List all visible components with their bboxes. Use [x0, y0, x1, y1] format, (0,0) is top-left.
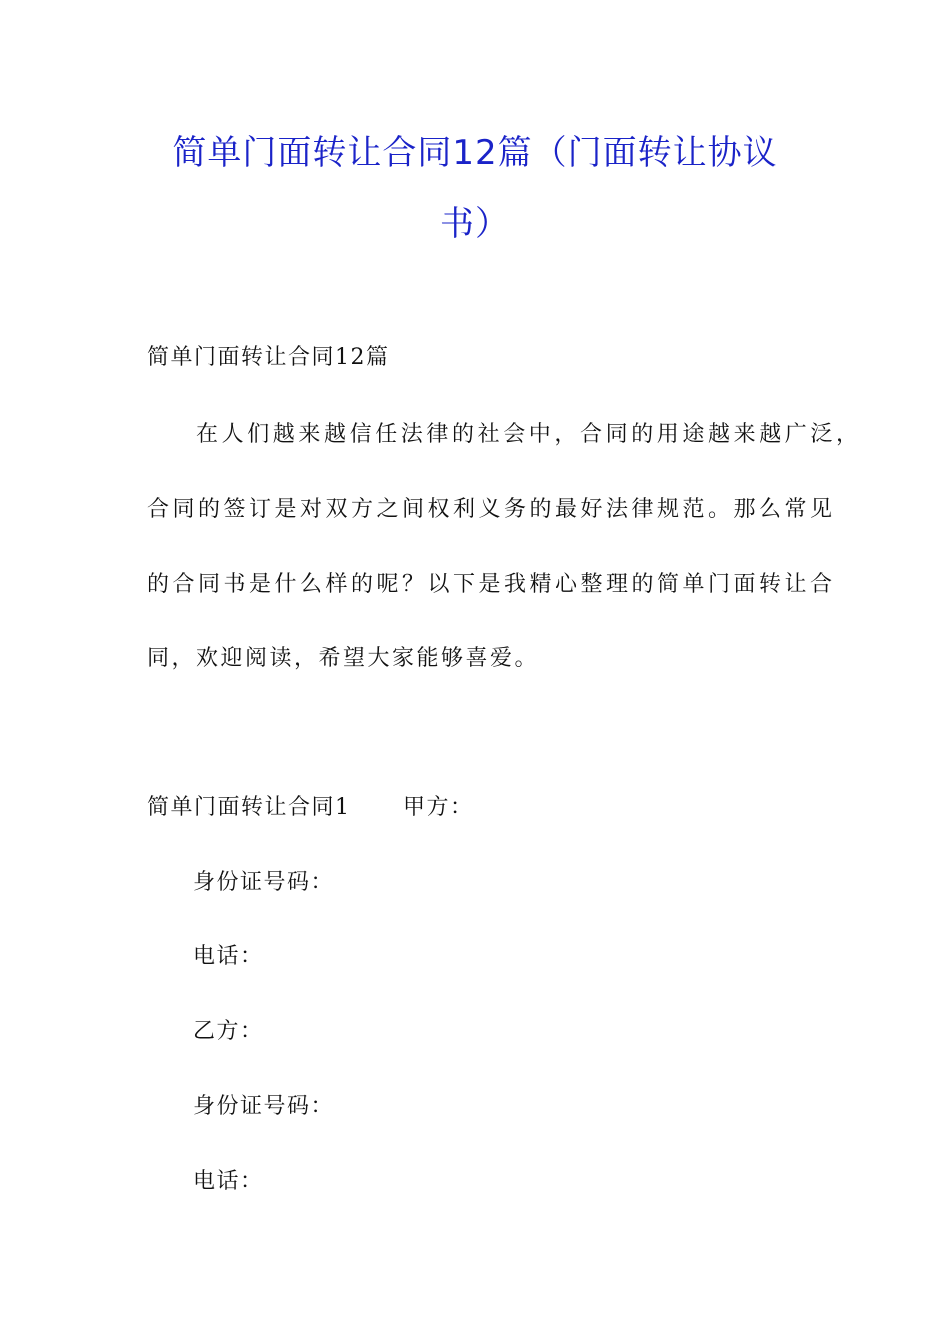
party-b-phone-label: 电话：: [193, 1169, 264, 1194]
document-subtitle: 简单门面转让合同12篇: [147, 345, 390, 370]
party-a-phone-label: 电话：: [193, 944, 264, 969]
document-title-line-1: 简单门面转让合同12篇（门面转让协议: [172, 133, 778, 173]
party-a-id-number-label: 身份证号码：: [193, 870, 335, 895]
party-b-label: 乙方：: [193, 1019, 264, 1044]
intro-paragraph-line-3: 的合同书是什么样的呢？以下是我精心整理的简单门面转让合: [147, 572, 836, 597]
party-b-id-number-label: 身份证号码：: [193, 1094, 335, 1119]
intro-paragraph-line-4: 同，欢迎阅读，希望大家能够喜爱。: [147, 646, 540, 671]
document-title-line-2: 书）: [440, 204, 510, 244]
intro-paragraph-line-1: 在人们越来越信任法律的社会中，合同的用途越来越广泛，: [196, 422, 862, 447]
section-heading: 简单门面转让合同1: [147, 795, 351, 820]
party-a-label: 甲方：: [403, 795, 474, 820]
intro-paragraph-line-2: 合同的签订是对双方之间权利义务的最好法律规范。那么常见: [147, 497, 836, 522]
